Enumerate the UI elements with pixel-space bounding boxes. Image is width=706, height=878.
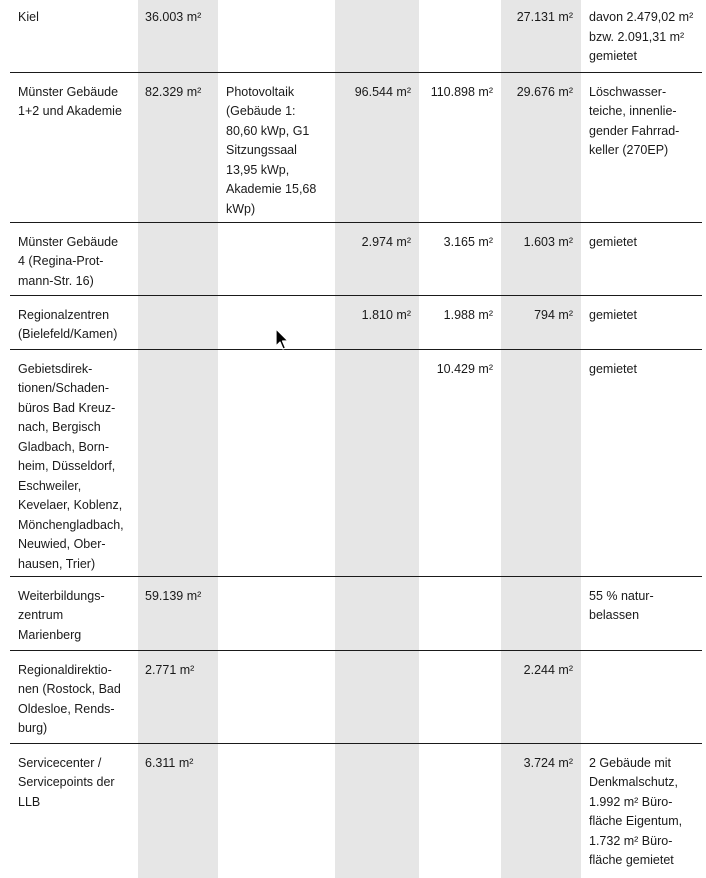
note-cell [581, 650, 702, 743]
area-cell-3: 2.974 m² [335, 222, 419, 295]
area-cell-1 [138, 295, 218, 349]
area-cell-1: 36.003 m² [138, 0, 218, 72]
table-row [10, 0, 702, 72]
energy-cell: Photovoltaik (Gebäude 1: 80,60 kWp, G1 Sitzungssaal 13,95 kWp, Akademie 15,68 kWp) [218, 72, 335, 222]
area-cell-1: 59.139 m² [138, 576, 218, 650]
area-cell-4: 1.988 m² [419, 295, 501, 349]
table-row [10, 743, 702, 878]
area-cell-1: 2.771 m² [138, 650, 218, 743]
area-cell-4: 10.429 m² [419, 349, 501, 576]
mouse-pointer-icon [275, 328, 291, 352]
area-cell-1 [138, 349, 218, 576]
table-row [10, 295, 702, 349]
location-cell: Münster Gebäude 1+2 und Akademie [10, 72, 138, 222]
area-cell-4 [419, 0, 501, 72]
note-cell: 2 Gebäude mit Denkmalschutz, 1.992 m² Büro- fläche Eigentum, 1.732 m² Büro- fläche gemietet [589, 755, 683, 867]
property-table [10, 0, 702, 878]
area-cell-5 [501, 576, 581, 650]
area-cell-3 [335, 650, 419, 743]
table-row [10, 222, 702, 295]
area-cell-3 [335, 349, 419, 576]
energy-cell [218, 743, 335, 878]
location-cell: Regionalzentren (Bielefeld/Kamen) [10, 295, 138, 349]
area-cell-5: 794 m² [501, 295, 581, 349]
location-cell: Gebietsdirek- tionen/Schaden- büros Bad Kreuz- nach, Bergisch Gladbach, Born- heim, Düsseldorf, Eschweiler, Kevelaer, Koblenz, Mönchengladbach, Neuwied, Ober- hausen, Trier) [10, 349, 138, 576]
note-cell: gemietet [581, 295, 702, 349]
area-cell-5: 27.131 m² [501, 0, 581, 72]
energy-cell [218, 0, 335, 72]
area-cell-5 [501, 349, 581, 576]
area-cell-1: 82.329 m² [138, 72, 218, 222]
area-cell-1: 6.311 m² [145, 755, 194, 770]
table-row [10, 72, 702, 222]
area-cell-5: 29.676 m² [501, 72, 581, 222]
location-cell: Kiel [10, 0, 138, 72]
area-cell-4: 110.898 m² [419, 72, 501, 222]
area-cell-1 [138, 222, 218, 295]
table-row [10, 576, 702, 650]
table-body [10, 0, 702, 878]
area-cell-5: 1.603 m² [501, 222, 581, 295]
note-cell: Löschwasser- teiche, innenlie- gender Fahrrad- keller (270EP) [581, 72, 702, 222]
area-cell-3: 96.544 m² [335, 72, 419, 222]
location-cell: Münster Gebäude 4 (Regina-Prot- mann-Str. 16) [10, 222, 138, 295]
location-cell: Servicecenter / Servicepoints der LLB [18, 755, 115, 809]
area-cell-4 [419, 576, 501, 650]
area-cell-3 [335, 743, 419, 878]
area-cell-3: 1.810 m² [335, 295, 419, 349]
location-cell: Regionaldirektio- nen (Rostock, Bad Oldesloe, Rends- burg) [10, 650, 138, 743]
table-row [10, 349, 702, 576]
note-cell: gemietet [581, 349, 702, 576]
energy-cell [218, 650, 335, 743]
note-cell: davon 2.479,02 m² bzw. 2.091,31 m² gemietet [581, 0, 702, 72]
area-cell-4 [419, 650, 501, 743]
energy-cell [218, 222, 335, 295]
table-row [10, 650, 702, 743]
note-cell: gemietet [581, 222, 702, 295]
area-cell-3 [335, 576, 419, 650]
area-cell-4 [419, 743, 501, 878]
energy-cell [218, 349, 335, 576]
location-cell: Weiterbildungs- zentrum Marienberg [10, 576, 138, 650]
area-cell-3 [335, 0, 419, 72]
area-cell-5: 2.244 m² [501, 650, 581, 743]
note-cell: 55 % natur- belassen [581, 576, 702, 650]
area-cell-4: 3.165 m² [419, 222, 501, 295]
area-cell-5: 3.724 m² [523, 755, 573, 770]
energy-cell [218, 576, 335, 650]
